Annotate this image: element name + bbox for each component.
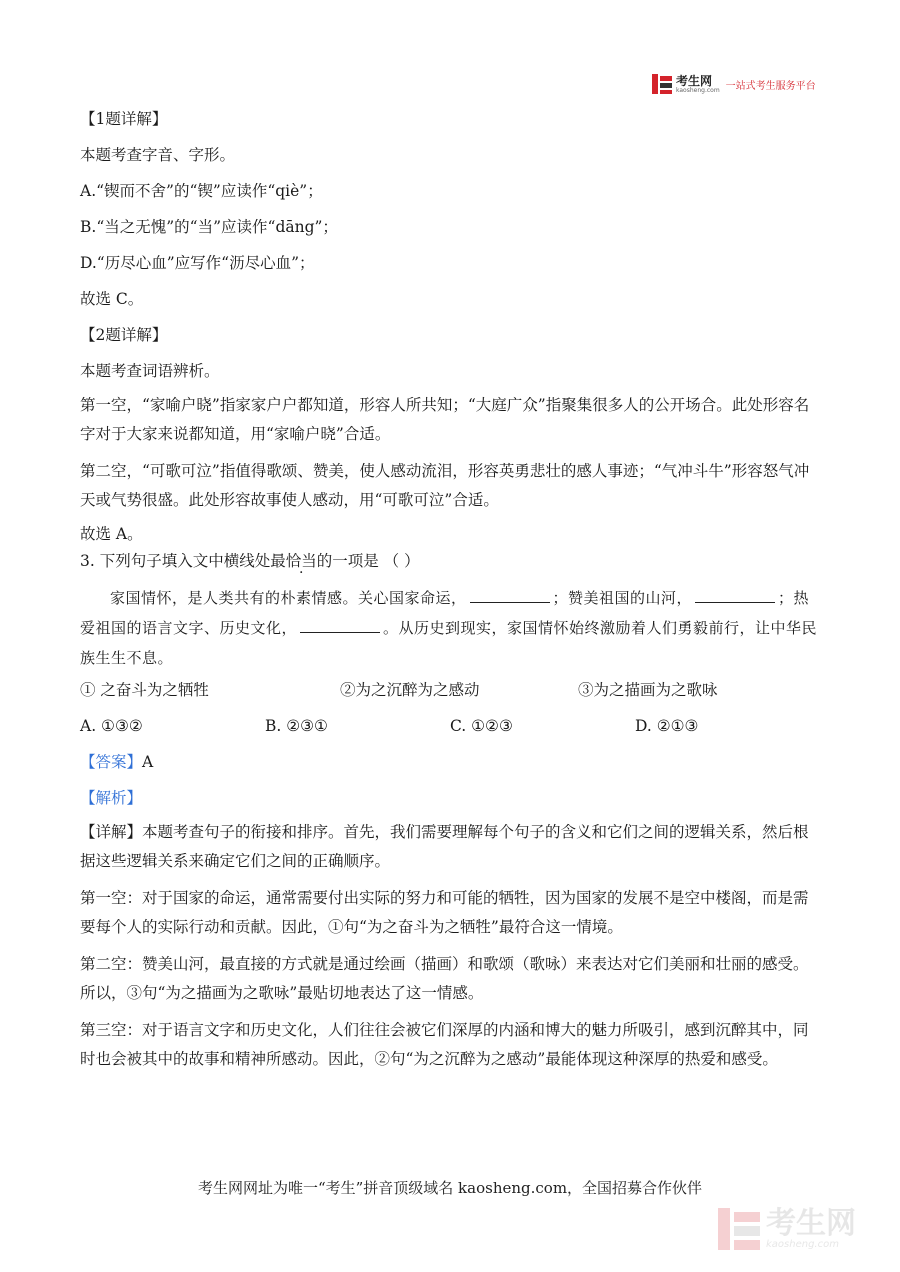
detail-text: 本题考查句子的衔接和排序。首先，我们需要理解每个句子的含义和它们之间的逻辑关系，然后根据这些逻辑关系来确定它们之间的正确顺序。: [80, 823, 809, 870]
q3-answer: [80, 751, 820, 774]
q3-blank-1-explanation: 第一空：对于国家的命运，通常需要付出实际的努力和可能的牺牲，因为国家的发展不是空中楼阁，而是需要每个人的实际行动和贡献。因此，①句“为之奋斗为之牺牲”最符合这一情境。: [80, 889, 809, 936]
option-a: A. ①③②: [80, 717, 143, 735]
q2-paragraph-2: 第二空，“可歌可泣”指值得歌颂、赞美，使人感动流泪，形容英勇悲壮的感人事迹；“气冲斗牛”形容怒气冲天或气势很盛。此处形容故事使人感动，用“可歌可泣”合适。: [80, 462, 810, 509]
q3-question-before: 3. 下列句子填入文中横线处最: [80, 552, 286, 570]
item-2: ②为之沉醉为之感动: [340, 681, 480, 699]
q2-conclusion: 故选 A。: [80, 525, 143, 543]
q1-intro: 本题考查字音、字形。: [80, 146, 236, 164]
blank-2: [695, 588, 775, 603]
option-b: B. ②③①: [265, 717, 328, 735]
q2-heading: 【2题详解】: [80, 326, 168, 344]
q3-options: [80, 715, 820, 738]
q3-question-dotted: 恰当: [285, 552, 317, 570]
passage-part-2: ；赞美祖国的山河，: [552, 589, 693, 607]
q2-paragraph-1: 第一空，“家喻户晓”指家家户户都知道，形容人所共知；“大庭广众”指聚集很多人的公开场合。此处形容名字对于大家来说都知道，用“家喻户晓”合适。: [80, 396, 810, 443]
passage-part-1: 家国情怀，是人类共有的朴素情感。关心国家命运，: [110, 589, 467, 607]
q2-intro: 本题考查词语辨析。: [80, 362, 220, 380]
page-footer: 考生网网址为唯一“考生”拼音顶级域名 kaosheng.com，全国招募合作伙伴: [197, 1179, 703, 1197]
blank-3: [300, 618, 380, 633]
logo-slogan: 一站式考生服务平台: [725, 80, 816, 92]
watermark-domain: kaosheng.com: [766, 1238, 839, 1250]
q3-passage: [80, 583, 820, 673]
item-1: ① 之奋斗为之牺牲: [80, 681, 209, 699]
watermark-logo-icon: [718, 1208, 760, 1250]
q1-line-a: A.“锲而不舍”的“锲”应读作“qiè”；: [80, 182, 323, 200]
q3-detail: [80, 818, 820, 876]
q3-items: [80, 679, 820, 702]
analysis-label: 【解析】: [80, 789, 143, 807]
header-logo[interactable]: [652, 72, 816, 96]
passage-part-3: ；热爱祖国的语言文字、历史文化，: [80, 589, 810, 637]
q3-blank-3-explanation: 第三空：对于语言文字和历史文化，人们往往会被它们深厚的内涵和博大的魅力所吸引，感到沉醉其中，同时也会被其中的故事和精神所感动。因此，②句“为之沉醉为之感动”最能体现这种深厚的热爱和感受。: [80, 1021, 809, 1068]
logo-name: 考生网: [676, 73, 713, 88]
option-d: D. ②①③: [635, 717, 699, 735]
q1-line-b: B.“当之无愧”的“当”应读作“dāng”；: [80, 218, 338, 236]
q1-heading: 【1题详解】: [80, 110, 168, 128]
q3-question: [80, 550, 820, 573]
document-body: [80, 108, 820, 1074]
q1-line-d: D.“历尽心血”应写作“沥尽心血”；: [80, 254, 315, 272]
watermark-name: 考生网: [766, 1205, 856, 1241]
q3-blank-2-explanation: 第二空：赞美山河，最直接的方式就是通过绘画（描画）和歌颂（歌咏）来表达对它们美丽和壮丽的感受。所以，③句“为之描画为之歌咏”最贴切地表达了这一情感。: [80, 955, 809, 1002]
blank-1: [470, 588, 550, 603]
option-c: C. ①②③: [450, 717, 513, 735]
item-3: ③为之描画为之歌咏: [578, 681, 718, 699]
answer-label: 【答案】: [80, 753, 143, 771]
passage-part-4: 。从历史到现实，家国情怀始终激励着人们勇毅前行，让中华民族生生不息。: [80, 619, 818, 667]
logo-domain: kaosheng.com: [676, 86, 720, 94]
q1-conclusion: 故选 C。: [80, 290, 144, 308]
q3-question-after: 的一项是 （ ）: [316, 552, 420, 570]
watermark: [718, 1205, 856, 1250]
kaosheng-logo-icon: [652, 74, 672, 94]
detail-label: 【详解】: [80, 823, 143, 841]
answer-value: A: [142, 753, 154, 771]
